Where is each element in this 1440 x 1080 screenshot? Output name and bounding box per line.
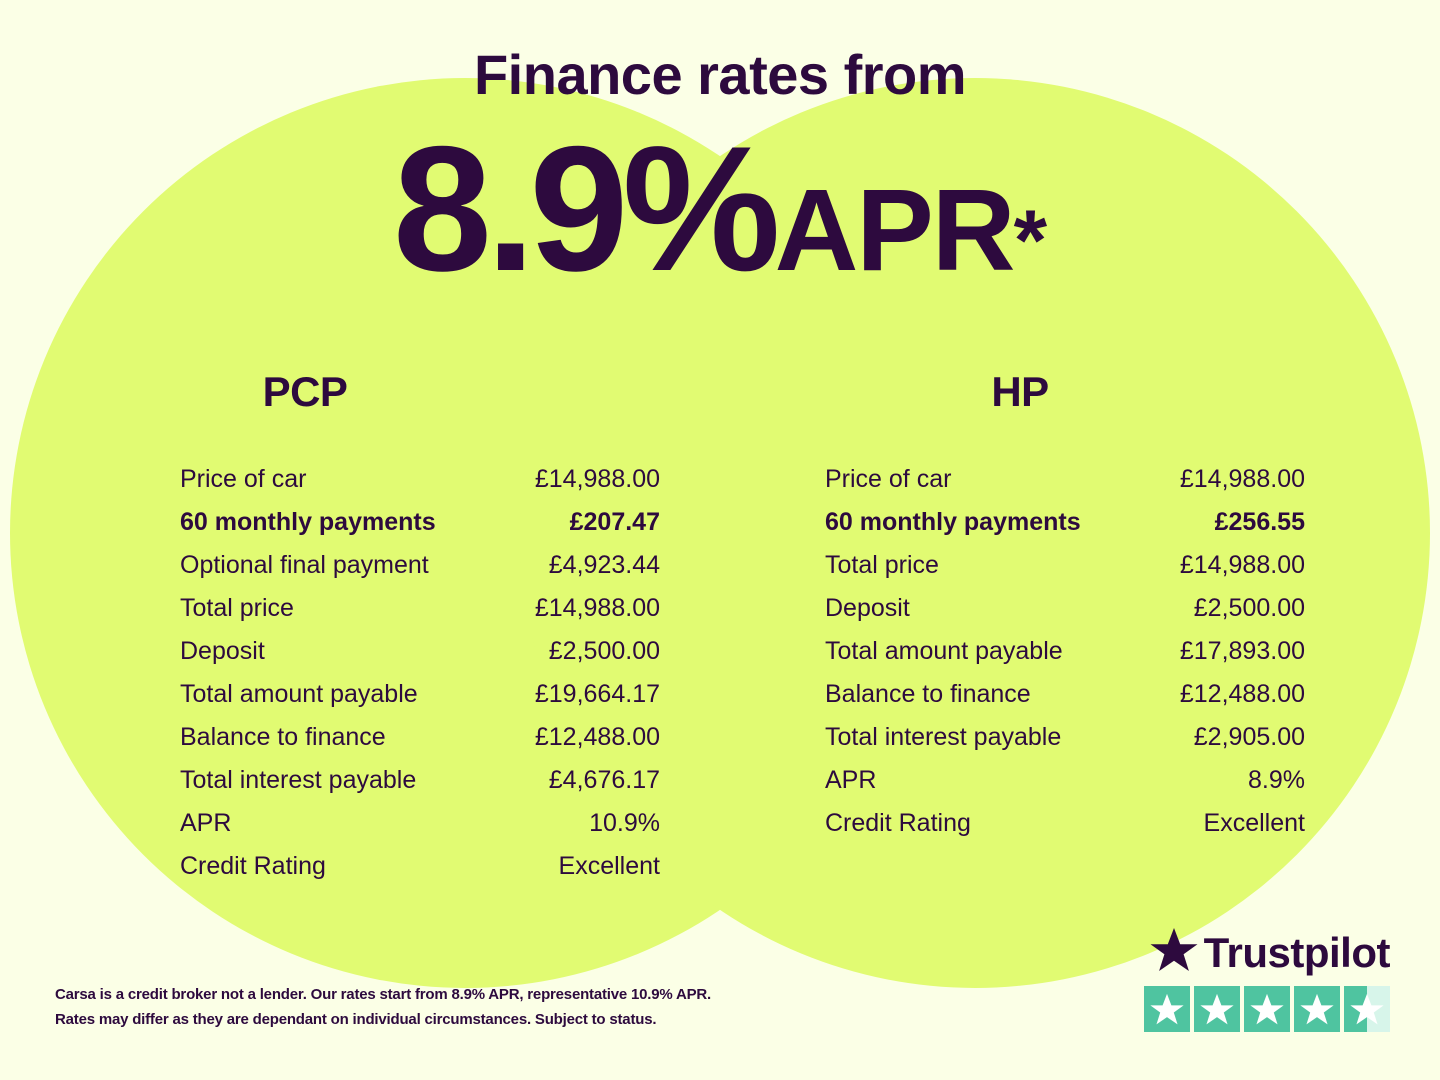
row-value: £2,500.00 bbox=[548, 637, 660, 665]
table-row bbox=[825, 759, 1305, 802]
trustpilot-logo bbox=[1090, 927, 1390, 978]
finance-table-hp bbox=[825, 458, 1305, 845]
finance-column-hp bbox=[720, 368, 1440, 888]
row-value: £14,988.00 bbox=[1179, 465, 1305, 493]
headline-rate bbox=[0, 109, 1440, 308]
column-title-pcp: PCP bbox=[262, 368, 348, 415]
row-value: £14,988.00 bbox=[1179, 551, 1305, 579]
rate-value: 8.9% bbox=[392, 109, 775, 308]
row-value: £12,488.00 bbox=[534, 723, 660, 751]
table-row bbox=[825, 501, 1305, 544]
row-label: APR bbox=[825, 766, 877, 794]
trustpilot-star-icon bbox=[1150, 927, 1198, 978]
table-row bbox=[825, 630, 1305, 673]
row-label: 60 monthly payments bbox=[180, 508, 436, 536]
table-row bbox=[825, 802, 1305, 845]
star-icon bbox=[1244, 986, 1290, 1032]
page-title: Finance rates from bbox=[473, 43, 967, 106]
row-label: Price of car bbox=[180, 465, 307, 493]
finance-column-pcp bbox=[0, 368, 720, 888]
row-value: Excellent bbox=[1203, 809, 1305, 837]
star-half-icon bbox=[1344, 986, 1390, 1032]
row-label: Optional final payment bbox=[180, 551, 429, 579]
star-icon bbox=[1294, 986, 1340, 1032]
row-value: £207.47 bbox=[569, 508, 660, 536]
trustpilot-stars bbox=[1090, 986, 1390, 1032]
table-row bbox=[180, 802, 660, 845]
disclaimer-line-1: Carsa is a credit broker not a lender. Our rates start from 8.9% APR, representative 10.9% APR. bbox=[55, 986, 711, 1003]
disclaimer bbox=[55, 982, 835, 1032]
row-value: £14,988.00 bbox=[534, 594, 660, 622]
table-row bbox=[825, 587, 1305, 630]
table-row bbox=[180, 630, 660, 673]
row-value: £2,500.00 bbox=[1193, 594, 1305, 622]
row-label: Deposit bbox=[180, 637, 265, 665]
table-row bbox=[825, 544, 1305, 587]
table-row bbox=[825, 673, 1305, 716]
row-value: £17,893.00 bbox=[1179, 637, 1305, 665]
row-label: Total price bbox=[180, 594, 294, 622]
trustpilot-wordmark: Trustpilot bbox=[1203, 928, 1390, 976]
row-value: £2,905.00 bbox=[1193, 723, 1305, 751]
table-row bbox=[180, 716, 660, 759]
rate-unit: APR bbox=[774, 165, 1014, 295]
star-icon bbox=[1144, 986, 1190, 1032]
row-value: £19,664.17 bbox=[534, 680, 660, 708]
star-icon bbox=[1194, 986, 1240, 1032]
rate-asterisk: * bbox=[1013, 193, 1048, 289]
row-label: Total price bbox=[825, 551, 939, 579]
row-label: Deposit bbox=[825, 594, 910, 622]
table-row bbox=[180, 845, 660, 888]
row-label: Total amount payable bbox=[180, 680, 418, 708]
row-label: Credit Rating bbox=[180, 852, 326, 880]
trustpilot-rating bbox=[1090, 927, 1390, 1032]
table-row bbox=[180, 759, 660, 802]
row-label: Total interest payable bbox=[825, 723, 1062, 751]
row-value: 8.9% bbox=[1248, 766, 1305, 794]
table-row bbox=[180, 501, 660, 544]
row-value: £4,676.17 bbox=[548, 766, 660, 794]
row-value: 10.9% bbox=[589, 809, 660, 837]
row-value: £14,988.00 bbox=[534, 465, 660, 493]
row-label: Balance to finance bbox=[180, 723, 386, 751]
row-label: Balance to finance bbox=[825, 680, 1031, 708]
table-row bbox=[825, 716, 1305, 759]
row-value: £4,923.44 bbox=[548, 551, 660, 579]
table-row bbox=[180, 544, 660, 587]
column-title-hp: HP bbox=[991, 368, 1049, 415]
row-label: Credit Rating bbox=[825, 809, 971, 837]
row-label: APR bbox=[180, 809, 232, 837]
row-value: £256.55 bbox=[1214, 508, 1305, 536]
disclaimer-line-2: Rates may differ as they are dependant on individual circumstances. Subject to status. bbox=[55, 1011, 657, 1028]
table-row bbox=[180, 458, 660, 501]
table-row bbox=[180, 587, 660, 630]
finance-comparison bbox=[0, 368, 1440, 888]
row-value: £12,488.00 bbox=[1179, 680, 1305, 708]
table-row bbox=[825, 458, 1305, 501]
row-label: Total amount payable bbox=[825, 637, 1063, 665]
row-label: 60 monthly payments bbox=[825, 508, 1081, 536]
row-label: Total interest payable bbox=[180, 766, 417, 794]
row-value: Excellent bbox=[558, 852, 660, 880]
row-label: Price of car bbox=[825, 465, 952, 493]
finance-table-pcp bbox=[180, 458, 660, 888]
table-row bbox=[180, 673, 660, 716]
